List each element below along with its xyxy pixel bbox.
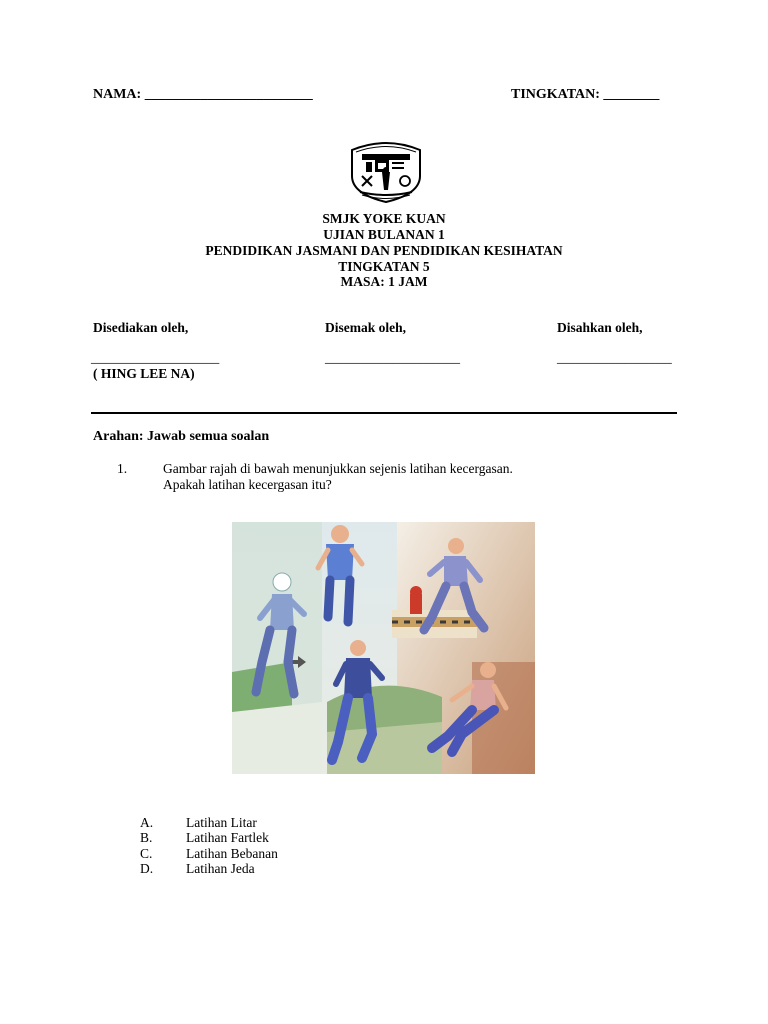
prepared-by-label: Disediakan oleh, [93, 320, 189, 335]
option-b-text: Latihan Fartlek [186, 830, 269, 845]
name-field-label: NAMA: ________________________ [93, 87, 313, 102]
option-c-letter: C. [140, 846, 153, 861]
subject-title: PENDIDIKAN JASMANI DAN PENDIDIKAN KESIHATAN [205, 243, 563, 258]
fitness-training-illustration [232, 522, 535, 774]
approved-signature-line: _________________ [557, 350, 672, 365]
option-c-text: Latihan Bebanan [186, 846, 278, 861]
question-text-line1: Gambar rajah di bawah menunjukkan sejenis latihan kecergasan. [163, 461, 513, 476]
approved-by-label: Disahkan oleh, [557, 320, 643, 335]
exam-title: UJIAN BULANAN 1 [323, 227, 445, 242]
preparer-name: ( HING LEE NA) [93, 366, 195, 381]
option-d-letter: D. [140, 861, 154, 876]
option-a-letter: A. [140, 815, 154, 830]
option-b-letter: B. [140, 830, 153, 845]
checked-signature-line: ____________________ [325, 350, 460, 365]
question-number: 1. [117, 461, 128, 476]
instructions: Arahan: Jawab semua soalan [93, 429, 270, 444]
school-crest-icon [346, 140, 426, 204]
form-field-label: TINGKATAN: ________ [511, 87, 660, 102]
question-text-line2: Apakah latihan kecergasan itu? [163, 477, 332, 492]
school-name: SMJK YOKE KUAN [322, 211, 446, 226]
option-d-text: Latihan Jeda [186, 861, 255, 876]
section-divider [91, 412, 677, 414]
form-level: TINGKATAN 5 [338, 259, 430, 274]
prepared-signature-line: ___________________ [91, 350, 220, 365]
option-a-text: Latihan Litar [186, 815, 257, 830]
exam-duration: MASA: 1 JAM [340, 274, 428, 289]
checked-by-label: Disemak oleh, [325, 320, 406, 335]
